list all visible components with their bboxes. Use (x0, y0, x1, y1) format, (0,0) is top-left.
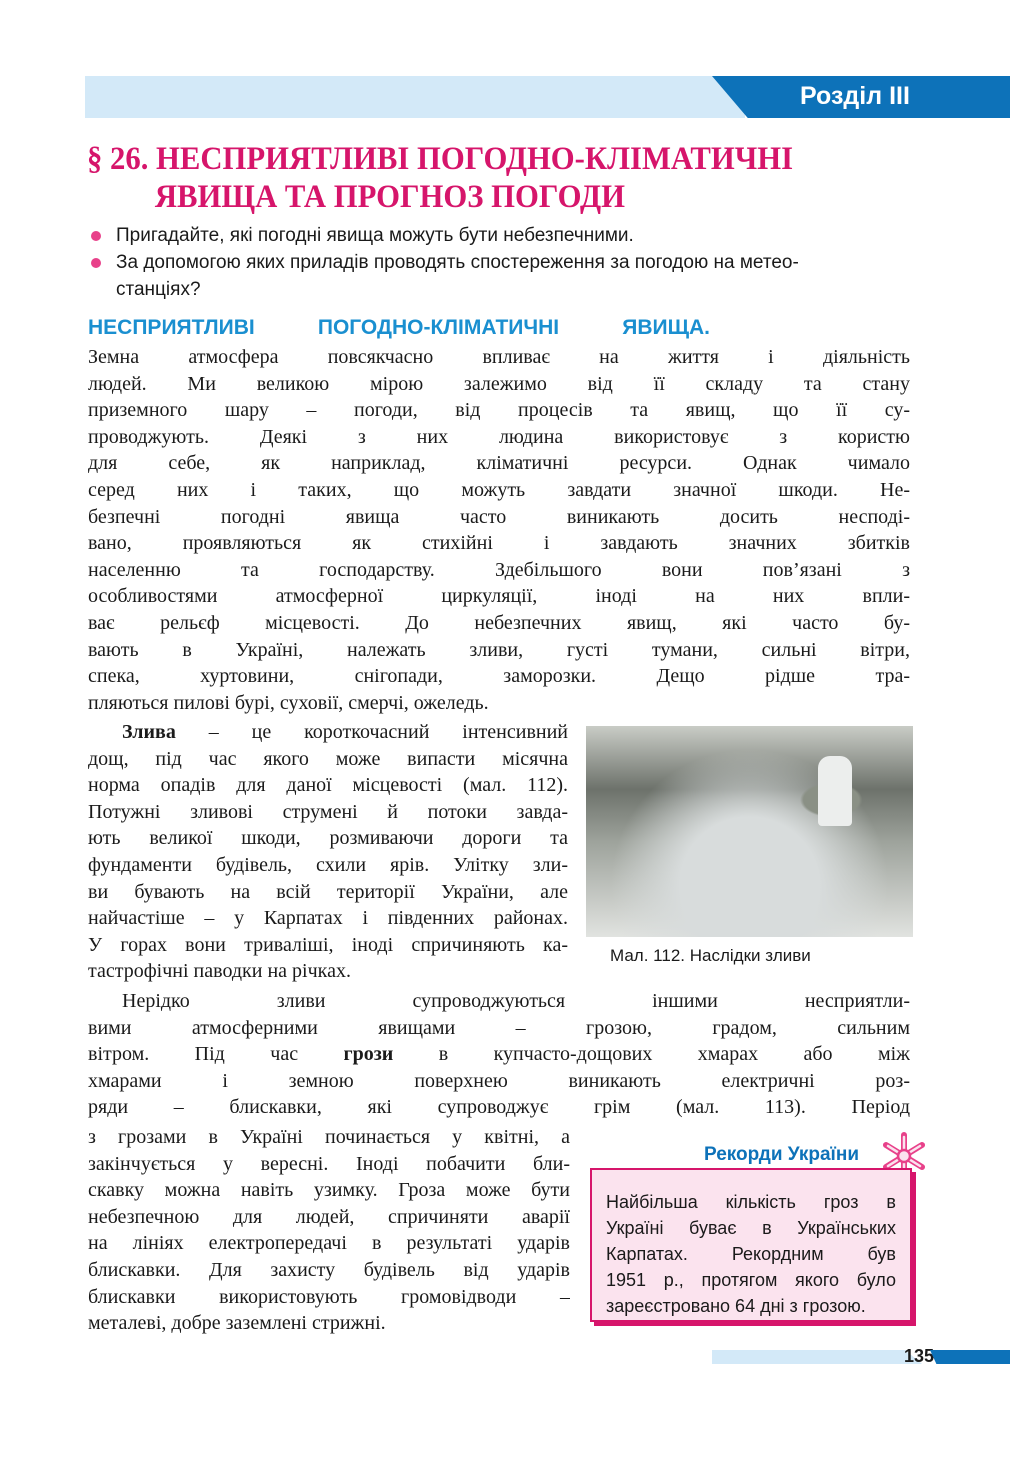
line-text: Карпатах. Рекордним був (606, 1244, 896, 1264)
line-text: небезпечною для людей, спричиняти аварії (88, 1205, 570, 1228)
text-line (88, 958, 568, 985)
paragraph-intro (88, 344, 910, 716)
line-text: ють великої шкоди, розмиваючи дороги та (88, 827, 568, 850)
line-text: особливостями атмосферної циркуляції, іноді на них впли- (88, 585, 910, 608)
bold-term: грози (343, 1043, 394, 1066)
paragraph-storms (88, 988, 910, 1121)
text-line (88, 1310, 570, 1337)
line-text: вітром. Під час (88, 1043, 344, 1066)
header-band (85, 76, 745, 118)
text-line (88, 1015, 910, 1042)
text-line (88, 557, 910, 584)
text-line (88, 719, 568, 746)
line-text: дощ, під час якого може випасти місячна (88, 747, 568, 770)
text-line (88, 879, 568, 906)
text-line (88, 905, 568, 932)
line-text: ває рельєф місцевості. До небезпечних явищ, які часто бу- (88, 611, 910, 634)
line-text: проводжують. Деякі з них людина використовує з користю (88, 425, 910, 448)
title-line-2: ЯВИЩА ТА ПРОГНОЗ ПОГОДИ (154, 179, 626, 215)
line-text: вано, проявляються як стихійні і завдають значних збитків (88, 532, 910, 555)
line-text: хмарами і земною поверхнею виникають електричні роз- (88, 1069, 910, 1092)
text-line (88, 1041, 910, 1068)
text-line (88, 932, 568, 959)
page-title (87, 140, 793, 216)
footer-tab (930, 1350, 1010, 1364)
text-line (88, 1257, 570, 1284)
paragraph-storms-cont (88, 1124, 570, 1337)
text-line (88, 1068, 910, 1095)
line-text: серед них і таких, що можуть завдати значної шкоди. Не- (88, 478, 910, 501)
text-line (88, 371, 910, 398)
line-text: безпечні погодні явища часто виникають досить несподі- (88, 505, 910, 528)
text-line (88, 1124, 570, 1151)
line-text: Нерідко зливи супроводжуються іншими несприятли- (122, 990, 910, 1012)
question-item-continuation: станціях? (116, 279, 201, 300)
line-text: на лініях електропередачі в результаті ударів (88, 1232, 570, 1255)
review-questions (88, 222, 918, 303)
text-line (88, 799, 568, 826)
text-line (88, 583, 910, 610)
line-text: приземного шару – погоди, від процесів та явищ, що її су- (88, 399, 910, 422)
text-line (88, 424, 910, 451)
records-title: Рекорди України (704, 1144, 860, 1165)
section-label: Розділ III (800, 82, 910, 110)
text-line (88, 746, 568, 773)
text-line (88, 637, 910, 664)
line-text: металеві, добре заземлені стрижні. (88, 1312, 386, 1335)
question-item: Пригадайте, які погодні явища можуть бути небезпечними. (88, 222, 918, 249)
text-line (88, 530, 910, 557)
line-text: блискавки використовують громовідводи – (88, 1285, 570, 1308)
text-line (606, 1267, 896, 1293)
text-line (88, 610, 910, 637)
line-text: тастрофічні паводки на річках. (88, 960, 351, 983)
line-text: з грозами в Україні починається у квітні, а (88, 1126, 570, 1148)
records-text (606, 1189, 896, 1319)
line-text: спека, хуртовини, снігопади, заморозки. Дещо рідше тра- (88, 665, 910, 688)
text-line (88, 1204, 570, 1231)
line-text: У горах вони триваліші, іноді спричиняють ка- (88, 933, 568, 956)
line-text: Найбільша кількість гроз в (606, 1192, 896, 1212)
figure-caption: Мал. 112. Наслідки зливи (610, 946, 811, 965)
line-text: скавку можна навіть узимку. Гроза може бути (88, 1179, 570, 1202)
subheading: НЕСПРИЯТЛИВІ ПОГОДНО-КЛІМАТИЧНІ ЯВИЩА. (88, 316, 710, 339)
line-text: Земна атмосфера повсякчасно впливає на життя і діяльність (88, 346, 910, 368)
line-text: ви бувають на всій території України, але (88, 880, 568, 903)
text-line (606, 1215, 896, 1241)
text-line (88, 1177, 570, 1204)
title-line-1: § 26. НЕСПРИЯТЛИВІ ПОГОДНО-КЛІМАТИЧНІ (87, 141, 794, 177)
text-line (88, 1151, 570, 1178)
line-text: ряди – блискавки, які супроводжує грім (мал. 113). Період (88, 1096, 910, 1119)
text-line (88, 825, 568, 852)
question-item: За допомогою яких приладів проводять спостереження за погодою на метео- (88, 249, 918, 276)
text-line (88, 397, 910, 424)
text-line (88, 477, 910, 504)
text-line (88, 663, 910, 690)
line-text: вають в Україні, належать зливи, густі тумани, сильні вітри, (88, 638, 910, 661)
text-line (88, 1094, 910, 1121)
line-text: закінчується у вересні. Іноді побачити бли- (88, 1152, 570, 1175)
text-line (88, 1230, 570, 1257)
line-text: Потужні зливові струмені й потоки завда- (88, 800, 568, 823)
line-text: норма опадів для даної місцевості (мал. 112). (88, 774, 568, 797)
text-line (606, 1293, 896, 1319)
text-line (88, 852, 568, 879)
line-text: фундаменти будівель, схили ярів. Улітку зли- (88, 853, 568, 876)
line-text: для себе, як наприклад, кліматичні ресурси. Однак чимало (88, 452, 910, 475)
flood-photo (586, 726, 913, 937)
text-line (88, 690, 910, 717)
line-text: вими атмосферними явищами – грозою, градом, сильним (88, 1016, 910, 1039)
line-text: 1951 р., протягом якого було (606, 1270, 896, 1290)
text-line (88, 988, 910, 1015)
line-text: населенню та господарству. Здебільшого вони пов’язані з (88, 558, 910, 581)
text-line (606, 1189, 896, 1215)
text-line (88, 344, 910, 371)
line-text: найчастіше – у Карпатах і південних районах. (88, 907, 568, 930)
line-text: пляються пилові бурі, суховії, смерчі, ожеледь. (88, 691, 489, 714)
line-text: людей. Ми великою мірою залежимо від її складу та стану (88, 372, 910, 395)
text-line (606, 1241, 896, 1267)
text-line (88, 450, 910, 477)
paragraph-zlyva (88, 719, 568, 985)
footer-band (712, 1350, 922, 1364)
line-text: – це короткочасний інтенсивний (175, 721, 568, 743)
line-text: зареєстровано 64 дні з грозою. (606, 1296, 866, 1316)
text-line (88, 504, 910, 531)
page-number: 135 (904, 1346, 935, 1366)
text-line (88, 1284, 570, 1311)
bold-term: Злива (122, 721, 176, 743)
person-figure (818, 756, 852, 826)
line-text: блискавки. Для захисту будівель від ударів (88, 1258, 570, 1281)
line-text: Україні буває в Українських (606, 1218, 896, 1238)
text-line (88, 772, 568, 799)
line-text: в купчасто-дощових хмарах або між (393, 1043, 910, 1066)
